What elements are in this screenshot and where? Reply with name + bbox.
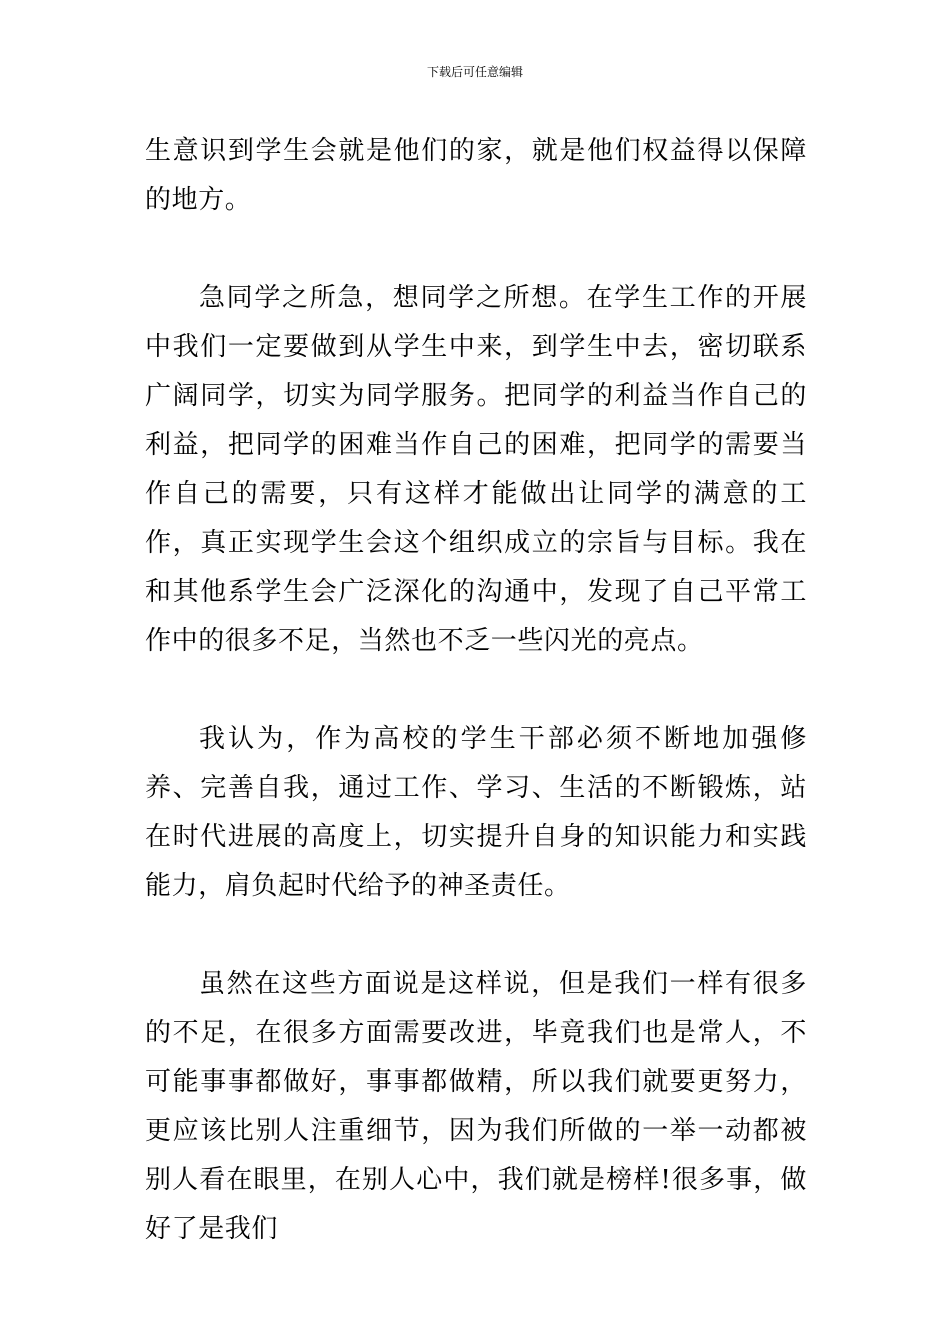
paragraph-2: 急同学之所急，想同学之所想。在学生工作的开展中我们一定要做到从学生中来，到学生中去，密切联系广阔同学，切实为同学服务。把同学的利益当作自己的利益，把同学的困难当作自己的困难，把同学的需要当作自己的需要，只有这样才能做出让同学的满意的工作，真正实现学生会这个组织成立的宗旨与目标。我在和其他系学生会广泛深化的沟通中，发现了自己平常工作中的很多不足，当然也不乏一些闪光的亮点。 bbox=[145, 283, 807, 656]
page-header: 下载后可任意编辑 bbox=[426, 65, 523, 79]
paragraph-4: 虽然在这些方面说是这样说，但是我们一样有很多的不足，在很多方面需要改进，毕竟我们也是常人，不可能事事都做好，事事都做精，所以我们就要更努力，更应该比别人注重细节，因为我们所做的一举一动都被别人看在眼里，在别人心中，我们就是榜样!很多事，做好了是我们 bbox=[145, 969, 807, 1244]
paragraph-1: 生意识到学生会就是他们的家，就是他们权益得以保障的地方。 bbox=[145, 136, 807, 215]
document-body bbox=[145, 127, 807, 1254]
paragraph-3: 我认为，作为高校的学生干部必须不断地加强修养、完善自我，通过工作、学习、生活的不断锻炼，站在时代进展的高度上，切实提升自身的知识能力和实践能力，肩负起时代给予的神圣责任。 bbox=[145, 724, 807, 901]
